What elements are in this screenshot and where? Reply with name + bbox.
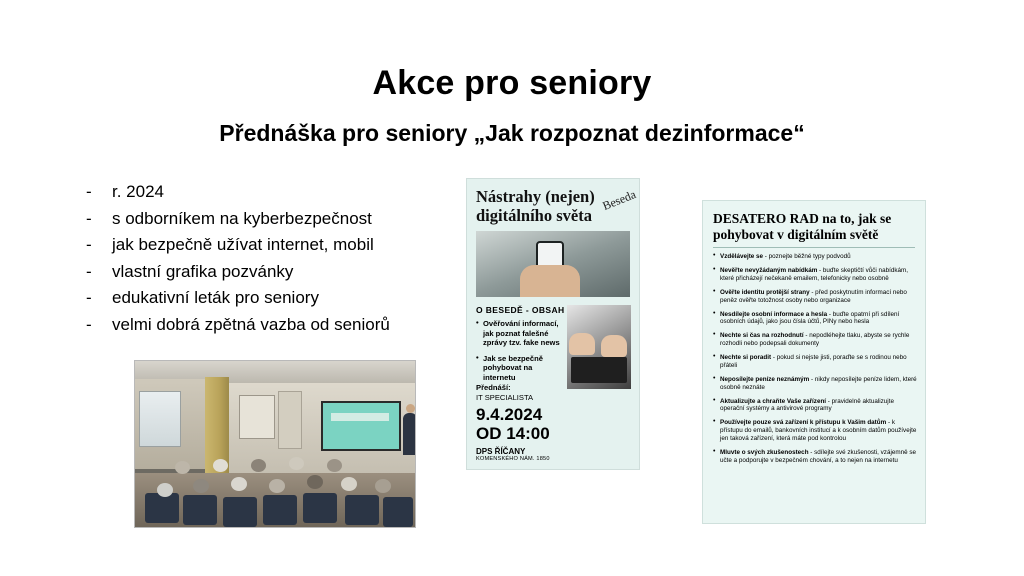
list-item	[713, 354, 917, 370]
invitation-phone-photo	[476, 231, 630, 297]
bullet-dash-icon: -	[86, 314, 92, 334]
list-item	[713, 253, 917, 261]
list-item: • Jak se bezpečně pohybovat na internetu	[476, 354, 562, 383]
list-item	[713, 449, 917, 465]
list-item-lead: Vzdělávejte se	[720, 253, 764, 260]
photo-person	[289, 457, 304, 470]
photo-whiteboard	[239, 395, 275, 439]
invitation-date: 9.4.2024	[476, 405, 543, 424]
photo-chair	[303, 493, 337, 523]
list-item	[86, 315, 456, 335]
leaflet-title: DESATERO RAD na to, jak se pohybovat v digitálním světě	[713, 211, 892, 242]
list-item	[713, 398, 917, 414]
list-item-lead: Nevěřte nevyžádaným nabídkám	[720, 266, 818, 274]
photo-person	[307, 475, 323, 489]
invitation-speaker-label: Přednáší:	[476, 383, 511, 392]
bullet-dash-icon: -	[86, 261, 92, 281]
photo-projection-screen	[321, 401, 401, 451]
list-item-text: - nikdy neposílejte peníze lidem, které osobně neznáte	[720, 375, 917, 391]
photo-chair	[145, 493, 179, 523]
bullet-dash-icon: -	[86, 182, 92, 201]
list-item	[86, 288, 456, 308]
list-item-lead: Mluvte o svých zkušenostech	[720, 449, 809, 457]
list-item-text: - nepodléhejte tlaku, abyste se rychle rozhodli nebo podepsali dokumenty	[720, 332, 910, 348]
list-item-lead: Nechte si čas na rozhodnutí	[720, 332, 804, 340]
list-item: • Ověřování informací, jak poznat falešné zprávy tzv. fake news	[476, 319, 562, 348]
list-item	[86, 235, 456, 255]
invitation-address: KOMENSKÉHO NÁM. 1850	[476, 456, 550, 462]
photo-door	[278, 391, 302, 449]
list-item-lead: Neposílejte peníze neznámým	[720, 375, 810, 383]
bullet-dash-icon: -	[86, 288, 92, 307]
list-item-lead: Nesdílejte osobní informace a hesla	[720, 310, 828, 318]
invitation-speaker-value: IT SPECIALISTA	[476, 393, 534, 402]
photo-person	[327, 459, 342, 472]
photo-person	[375, 479, 391, 493]
list-item-text: - buďte opatrní při sdílení osobních údajů, jako jsou čísla účtů, PINy nebo hesla	[720, 310, 900, 326]
photo-person	[231, 477, 247, 491]
list-item	[713, 267, 917, 283]
list-item-lead: Aktualizujte a chraňte Vaše zařízení	[720, 397, 827, 405]
list-item-text: - k přístupu do emailů, bankovních institucí a k osobním datům používejte jen taková zařízení, která máte pod kontrolou	[720, 419, 917, 443]
keyboard-shape	[571, 357, 627, 383]
photo-person	[157, 483, 173, 497]
list-item-text: - pokud si nejste jisti, poraďte se s rodinou nebo přáteli	[720, 354, 907, 369]
list-item	[86, 182, 456, 202]
list-item	[713, 419, 917, 442]
hand-shape	[601, 335, 627, 357]
hand-shape	[569, 333, 595, 355]
bullet-dash-icon: -	[86, 208, 92, 228]
photo-person	[175, 461, 190, 474]
list-item-text: - poznejte běžné typy podvodů	[763, 253, 851, 260]
list-item-label: jak bezpečně užívat internet, mobil	[112, 235, 374, 254]
invitation-poster	[466, 178, 640, 470]
invitation-section-heading: O BESEDĚ - OBSAH	[476, 305, 565, 315]
photo-chair	[345, 495, 379, 525]
list-item	[713, 311, 917, 327]
list-item-text: - sdílejte své zkušenosti, vzájemně se učte a podporujte v bezpečném chování, a to nejen na internetu	[720, 449, 916, 464]
leaflet-tip-list	[713, 253, 917, 471]
invitation-title: Nástrahy (nejen) digitálního světa	[476, 187, 595, 225]
list-item	[713, 332, 917, 348]
list-item-text: - buďte skeptičtí vůči nabídkám, které přicházejí nečekaně emailem, telefonicky nebo osobně	[720, 266, 908, 282]
photo-chair	[223, 497, 257, 527]
list-item-text: - pravidelně aktualizujte operační systémy a antivirové programy	[720, 397, 894, 413]
leaflet-divider	[713, 247, 915, 248]
list-item	[86, 209, 456, 229]
leaflet-poster	[702, 200, 926, 524]
photo-chair	[183, 495, 217, 525]
photo-person	[193, 479, 209, 493]
list-item-label: vlastní grafika pozvánky	[112, 261, 294, 281]
list-item-lead: Používejte pouze svá zařízení k přístupu k Vašim datům	[720, 419, 887, 427]
list-item	[713, 289, 917, 305]
hand-shape	[520, 265, 580, 297]
list-item-label: edukativní leták pro seniory	[112, 288, 319, 307]
photo-person	[269, 479, 285, 493]
list-item	[713, 376, 917, 392]
page-title: Akce pro seniory	[372, 64, 652, 102]
photo-audience	[135, 453, 415, 527]
photo-person	[251, 459, 266, 472]
bullet-list	[86, 182, 456, 341]
bullet-dash-icon: -	[86, 235, 92, 254]
invitation-topic-list	[476, 319, 562, 389]
invitation-corner-label: Beseda	[600, 187, 639, 214]
list-item-lead: Ověřte identitu protější strany	[720, 288, 810, 296]
list-item-lead: Nechte si poradit	[720, 354, 772, 362]
list-item-label: s odborníkem na kyberbezpečnost	[112, 208, 372, 228]
photo-presenter	[403, 413, 416, 455]
invitation-keyboard-photo	[567, 305, 631, 389]
photo-chair	[383, 497, 413, 527]
lecture-photo	[134, 360, 416, 528]
photo-person	[341, 477, 357, 491]
photo-chair	[263, 495, 297, 525]
list-item-label: r. 2024	[112, 182, 164, 201]
invitation-place: DPS ŘÍČANY	[476, 447, 526, 456]
photo-person	[213, 459, 228, 472]
invitation-time: OD 14:00	[476, 424, 550, 443]
list-item-label: velmi dobrá zpětná vazba od seniorů	[112, 314, 390, 334]
list-item-text: - před poskytnutím informací nebo peněz ověřte totožnost osoby nebo organizace	[720, 288, 907, 304]
list-item	[86, 262, 456, 282]
photo-window	[139, 391, 181, 447]
page-subtitle: Přednáška pro seniory „Jak rozpoznat dezinformace“	[219, 120, 805, 146]
